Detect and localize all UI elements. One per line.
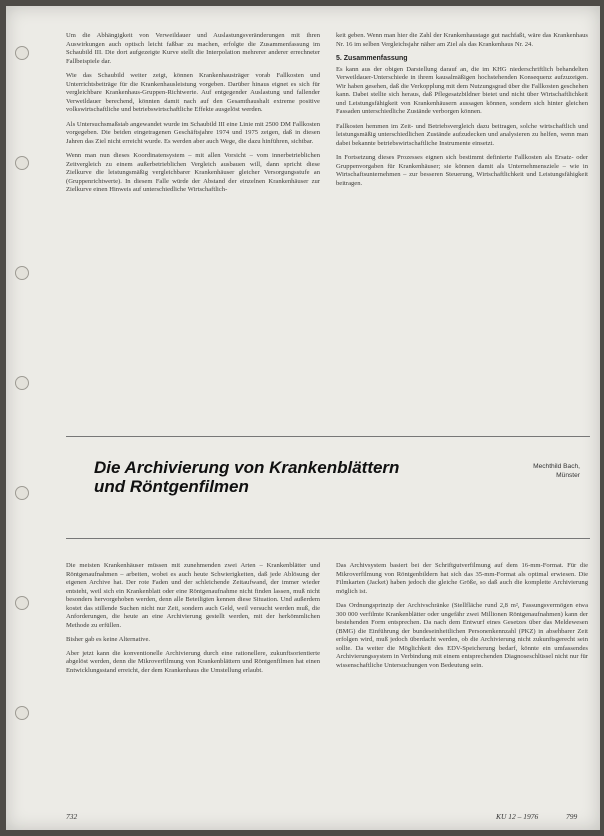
paragraph: Das Ordnungsprinzip der Archivschränke (Stellfläche rund 2,8 m², Fassungsvermögen etwa 300 000 verfilmte Krankenblätter oder ungefähr zwei Millionen Röntgenaufnahmen) kann der bestehenden Form entsprechen. Da nach dem Entwurf eines Gesetzes über das Meldewesen (BMG) die Einführung der bundeseinheitlichen Personenkennzahl (PKZ) in absehbarer Zeit erfolgen wird, muß jedoch überdacht werden, ob die Archivierung nicht zukunftsgerecht sein sollte. Da weiter die Möglichkeit des EDV-Speicherung bedarf, könnte ein umfassendes Archivierungssystem in Verbindung mit einem entsprechenden Diagnoseschlüssel nicht nur für wissenschaftliche Untersuchungen von Bedeutung sein.: [336, 602, 588, 669]
paragraph: Als Untersuchsmaßstab angewandet wurde im Schaubild III eine Linie mit 2500 DM Fallkosten vorgegeben. Die beiden eingetragenen Geschäftsjahre 1974 und 1975 zeigen, daß in diesen Jahren das Ziel nicht erreicht wurde. Es werden aber auch Wege, die dazu hinführen, sichtbar.: [66, 120, 320, 145]
article-title-line: und Röntgenfilmen: [94, 477, 249, 496]
punch-hole: [15, 486, 29, 500]
punch-hole: [15, 706, 29, 720]
punch-hole: [15, 46, 29, 60]
punch-hole: [15, 596, 29, 610]
paragraph: Bisher gab es keine Alternative.: [66, 636, 151, 643]
article-title: [94, 458, 464, 496]
section-heading: 5. Zusammenfassung: [336, 55, 408, 62]
paragraph: Aber jetzt kann die konventionelle Archivierung durch eine rationellere, zukunftsorientierte abgelöst werden, denn die Mikroverfilmung von Krankenblättern und Röntgenfilmen hat einen Entwicklungsstand erreicht, der dem Krankenhaus die Umstellung erlaubt.: [66, 649, 320, 674]
footer-page-right: 799: [566, 812, 578, 821]
paragraph: In Fortsetzung dieses Prozesses eignen sich bestimmt definierte Fallkosten als Ersatz- oder Gruppenvorgaben für Krankenhäuser; sie können damit als Unternehmensziele – wie in Wirtschaftsunternehmen – zur besseren Steuerung, Wirtschaftlichkeit und Leistungsfähigkeit beitragen.: [336, 154, 588, 187]
paragraph: Fallkosten hemmen im Zeit- und Betriebsvergleich dazu beitragen, solche wirtschaftlich und leistungsmäßig unterschiedlichen Zustände aufzudecken und analysieren zu helfen, wenn man dabei bekannte betriebswirtschaftliche Instrumente einsetzt.: [336, 122, 588, 147]
bottom-right-column: [336, 562, 588, 802]
section-divider: [66, 436, 590, 437]
punch-hole: [15, 156, 29, 170]
author-name: Mechthild Bach,: [533, 463, 580, 470]
punch-hole: [15, 376, 29, 390]
article-title-line: Die Archivierung von Krankenblättern: [94, 458, 400, 477]
paragraph: Wie das Schaubild weiter zeigt, können Krankenhausträger vorab Fallkosten und Unterrichtsbeiträge für die Krankenhausleistung vorgeben. Darüber hinaus eignet es sich für vergleichbare Krankenhaus-Gruppen-Richtwerte. Auf entgegender Auslastung und fallender Verweildauer berechend, könnten damit nach auf den Gesamthaushalt extreme positive volkswirtschaftliche und betriebswirtschaftliche Effekte ausgelöst werden.: [66, 72, 320, 113]
author-city: Münster: [556, 472, 580, 479]
footer-journal: KU 12 – 1976: [496, 812, 539, 821]
paragraph: Es kann aus der obigen Darstellung darauf an, die im KHG niederschriftlich behandelten Verweildauer-Unterschiede in ihrem kausalmäßigen hochstehenden Konsequenz aufzuzeigen. Wir haben gesehen, daß die Verkopplung mit dem Nutzungsgrad über die Fallkosten geschehen kann. Dabei stellte sich heraus, daß Pflegesatzbildner bietet und nicht über Wirtschaftlichkeit und Leistungsfähigkeit von Krankenhäusern aussagen können, sondern sich hinter gleichen Fassaden unterschiedliche Zustände verborgen können.: [336, 65, 588, 115]
top-left-column: [66, 32, 320, 368]
paragraph: Wenn man nun dieses Koordinatensystem – mit allen Vorsicht – vom innerbetrieblichen Zeitvergleich zu einem außerbetrieblichen Vergleich ausbauen will, dann spricht diese Zielkurve die leistungsmäßig vergleichbarer Krankenhäuser gleicher Versorgungsstufe an (Gruppenrichtwerte). In diesem Falle würde der Abstand der einzelnen Krankenhäuser zur Zielkurve einen Hinweis auf unterschiedliche Wirtschaftlich-: [66, 152, 320, 193]
section-divider: [66, 538, 590, 539]
paragraph: Die meisten Krankenhäuser müssen mit zunehmenden zwei Arten – Krankenblätter und Röntgenaufnahmen – arbeiten, wobei es auch heute Schwierigkeiten, daß jede Ablösung der eigenen Archive hat. Der rote Faden und der schleichende Zeitaufwand, der immer wieder entsteht, weil sich ein Krankenblatt oder eine Röntgenaufnahme nicht finden lassen, muß nicht besonders hervorgehoben werden, denn alle Beteiligten kennen diese Situation. Und außerdem kostet das stillende Suchen nicht nur Zeit, sondern auch Geld, weil versucht werden muß, die Anforderungen, die heute an eine Archivierung gestellt werden, mit der herkömmlichen Methode zu erfüllen.: [66, 562, 320, 629]
document-page: [6, 6, 600, 830]
paragraph: Um die Abhängigkeit von Verweildauer und Auslastungsveränderungen mit ihren Auswirkungen auch optisch leicht faßbar zu machen, erfolgte die Zusammenfassung im Schaubild III. Die dort aufgezeigte Kurve stellt die Interpolation mehrerer anderer errechneter Fallbeispiele dar.: [66, 32, 320, 65]
footer-page-left: 732: [66, 812, 78, 821]
binder-holes: [15, 6, 29, 830]
paragraph: keit geben. Wenn man hier die Zahl der Krankenhaustage gut nachfaßt, wäre das Krankenhaus Nr. 16 im selben Vergleichsjahr näher am Ziel als das Krankenhaus Nr. 24.: [336, 32, 588, 48]
top-right-column: [336, 32, 588, 368]
bottom-left-column: [66, 562, 320, 802]
punch-hole: [15, 266, 29, 280]
article-author: [533, 462, 580, 480]
paragraph: Das Archivsystem basiert bei der Schriftgutverfilmung auf dem 16-mm-Format. Für die Mikroverfilmung von Röntgenbildern hat sich das 35-mm-Format als optimal erwiesen. Die Filmkarten (Jacket) haben jedoch die gleiche Größe, so daß auch die komplette Archivierung möglich ist.: [336, 562, 588, 595]
